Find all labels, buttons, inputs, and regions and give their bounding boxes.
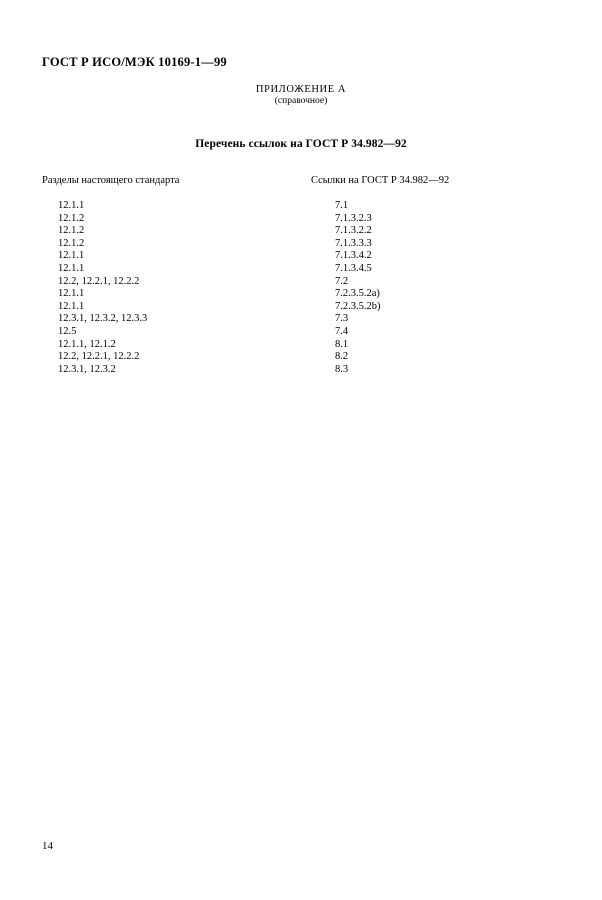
list-item: 7.1.3.2.3 [335, 212, 372, 224]
list-item: 12.1.1 [58, 300, 85, 312]
column-header-sections: Разделы настоящего стандарта [42, 175, 180, 186]
list-item: 7.1.3.3.3 [335, 237, 372, 249]
list-item: 8.1 [335, 338, 349, 350]
list-item: 12.1.1 [58, 250, 85, 262]
list-item: 12.1.1 [58, 288, 85, 300]
annex-heading-block [0, 84, 602, 106]
annex-title: Перечень ссылок на ГОСТ Р 34.982—92 [195, 138, 407, 150]
list-item: 7.1.3.4.2 [335, 250, 372, 262]
list-item: 7.1 [335, 200, 349, 211]
list-item: 12.2, 12.2.1, 12.2.2 [58, 351, 140, 363]
list-item: 7.3 [335, 313, 349, 325]
column-sections-list [58, 200, 147, 376]
column-header-references: Ссылки на ГОСТ Р 34.982—92 [311, 175, 450, 186]
list-item: 12.1.1 [58, 200, 85, 211]
list-item: 7.2.3.5.2b) [335, 300, 381, 312]
list-item: 12.1.1, 12.1.2 [58, 338, 116, 350]
list-item: 12.1.1 [58, 262, 85, 274]
list-item: 7.1.3.4.5 [335, 262, 372, 274]
annex-label: ПРИЛОЖЕНИЕ А [255, 84, 347, 95]
column-references-list [335, 200, 381, 376]
list-item: 8.2 [335, 351, 349, 363]
list-item: 7.2 [335, 275, 349, 287]
list-item: 12.3.1, 12.3.2 [58, 363, 116, 375]
list-item: 8.3 [335, 363, 349, 375]
list-item: 7.1.3.2.2 [335, 225, 372, 237]
page-number: 14 [42, 840, 53, 852]
list-item: 12.1.2 [58, 237, 85, 249]
list-item: 12.1.2 [58, 212, 85, 224]
list-item: 12.3.1, 12.3.2, 12.3.3 [58, 313, 148, 325]
list-item: 7.4 [335, 325, 349, 337]
list-item: 12.1.2 [58, 225, 85, 237]
list-item: 12.2, 12.2.1, 12.2.2 [58, 275, 140, 287]
list-item: 12.5 [58, 325, 77, 337]
annex-kind: (справочное) [274, 96, 328, 106]
document-header-designation: ГОСТ Р ИСО/МЭК 10169-1—99 [42, 55, 227, 69]
list-item: 7.2.3.5.2a) [335, 288, 380, 300]
